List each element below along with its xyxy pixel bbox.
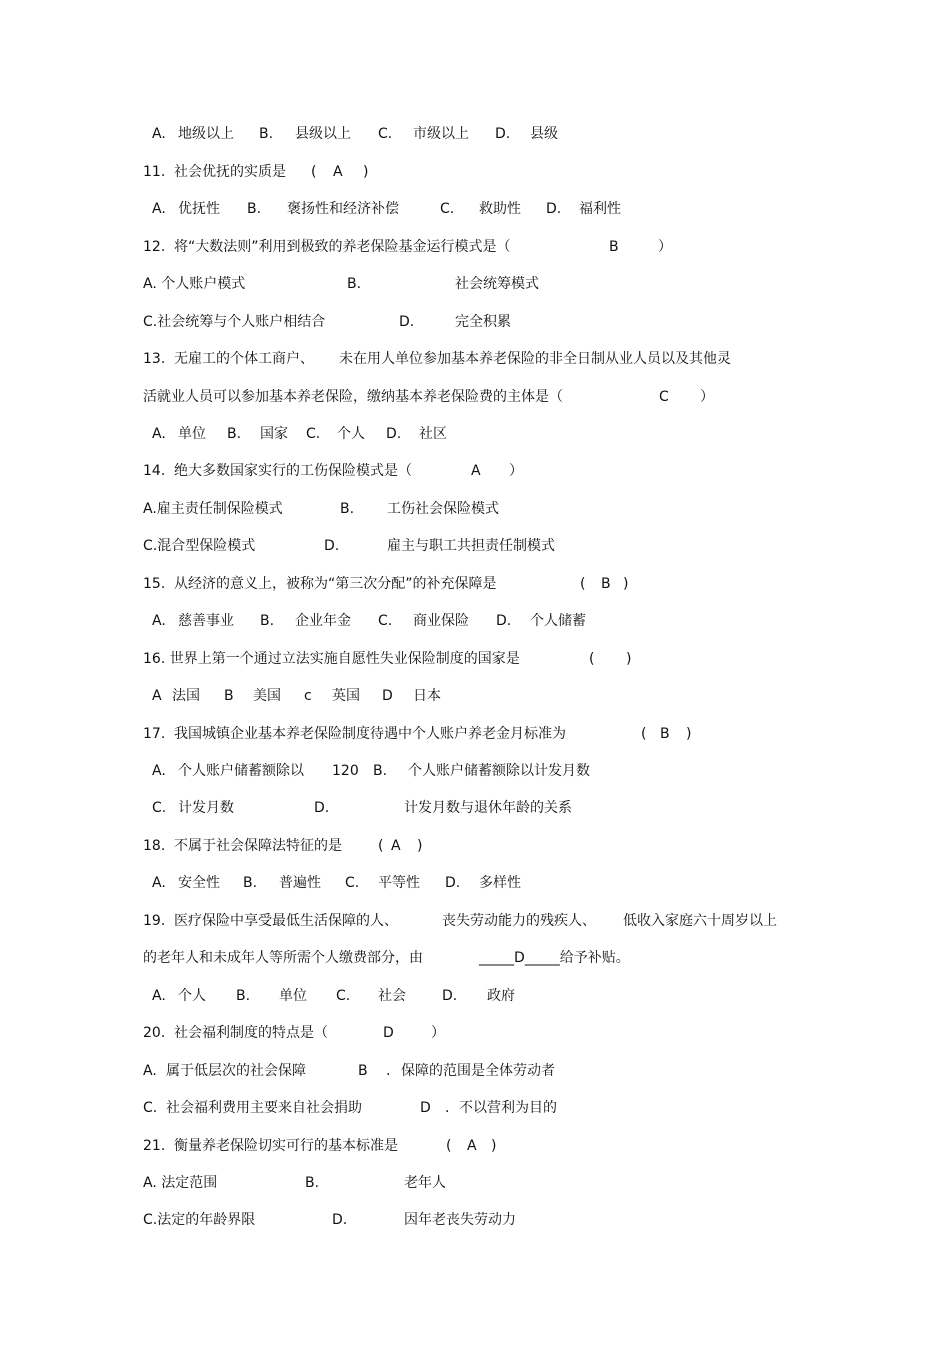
option-letter: B. [247, 201, 262, 217]
question-number: 18. [143, 838, 166, 854]
option-letter: B. [305, 1175, 320, 1191]
option-text: 多样性 [479, 875, 521, 891]
option-letter: C. [345, 875, 360, 891]
option-text: 政府 [487, 988, 515, 1004]
option-letter: C. [306, 426, 321, 442]
option-text: 福利性 [579, 201, 621, 217]
question-text: 衡量养老保险切实可行的基本标准是 [174, 1138, 398, 1154]
option-text: A.雇主责任制保险模式 [143, 501, 283, 517]
option-letter: D. [496, 613, 512, 629]
option-text: 不以营利为目的 [459, 1100, 557, 1116]
option-text: 个人账户储蓄额除以计发月数 [408, 763, 590, 779]
question-number: 12. [143, 239, 166, 255]
option-letter: C. [336, 988, 351, 1004]
option-letter: C. [440, 201, 455, 217]
option-text: 计发月数 [178, 800, 234, 816]
option-letter: A. [152, 201, 166, 217]
option-text: C.法定的年龄界限 [143, 1212, 256, 1228]
option-text: 雇主与职工共担责任制模式 [387, 538, 555, 554]
question-number: 11. [143, 164, 166, 180]
option-letter: C. [378, 613, 393, 629]
option-text: 法国 [172, 688, 200, 704]
question-number: 19. [143, 913, 166, 929]
paren-open: ( [589, 651, 595, 667]
option-text: 个人 [337, 426, 365, 442]
option-text: 社会福利费用主要来自社会捐助 [166, 1100, 362, 1116]
option-text: A. 个人账户模式 [143, 276, 246, 292]
option-text: 慈善事业 [178, 613, 234, 629]
option-text: 计发月数与退休年龄的关系 [404, 800, 572, 816]
question-text: 社会福利制度的特点是（ [174, 1025, 328, 1041]
answer-blank: _____D_____给予补贴。 [479, 950, 630, 966]
option-letter: A. [152, 426, 166, 442]
option-letter: D. [445, 875, 461, 891]
option-letter: D. [546, 201, 562, 217]
question-text: 活就业人员可以参加基本养老保险，缴纳基本养老保险费的主体是（ [143, 389, 563, 405]
option-letter: B [358, 1063, 368, 1079]
question-text: 的老年人和未成年人等所需个人缴费部分，由 [143, 950, 423, 966]
option-letter: C. [378, 126, 393, 142]
option-letter: D [382, 688, 393, 704]
paren-close: ） [700, 389, 714, 405]
option-text: 单位 [279, 988, 307, 1004]
option-letter: B. [260, 613, 275, 629]
paren-close: ） [431, 1025, 445, 1041]
option-letter: A. [152, 613, 166, 629]
option-text: A. 法定范围 [143, 1175, 218, 1191]
question-number: 17. [143, 726, 166, 742]
answer: B [601, 576, 611, 592]
option-text: 企业年金 [295, 613, 351, 629]
option-text: 个人账户储蓄额除以 [178, 763, 304, 779]
option-letter: D. [399, 314, 415, 330]
option-text: 优抚性 [178, 201, 220, 217]
option-letter: B. [259, 126, 274, 142]
option-text: 英国 [332, 688, 360, 704]
option-letter: B. [340, 501, 355, 517]
paren-open: ( [580, 576, 586, 592]
option-text: 属于低层次的社会保障 [166, 1063, 306, 1079]
question-text: 未在用人单位参加基本养老保险的非全日制从业人员以及其他灵 [339, 351, 731, 367]
question-number: 21. [143, 1138, 166, 1154]
separator-dot: . [386, 1063, 391, 1079]
paren-close: ) [623, 576, 629, 592]
paren-close: ） [658, 239, 672, 255]
option-text: 国家 [260, 426, 288, 442]
option-text: C.混合型保险模式 [143, 538, 256, 554]
option-text: 商业保险 [413, 613, 469, 629]
answer: A [467, 1138, 477, 1154]
option-letter: A. [152, 875, 166, 891]
option-letter: B. [236, 988, 251, 1004]
option-text: 平等性 [378, 875, 420, 891]
option-text: 社区 [419, 426, 447, 442]
option-letter: D. [324, 538, 340, 554]
answer: A [333, 164, 343, 180]
option-letter: A. [152, 126, 166, 142]
option-text: 单位 [178, 426, 206, 442]
option-text: 日本 [413, 688, 441, 704]
option-letter: A. [152, 988, 166, 1004]
question-number: 15. [143, 576, 166, 592]
question-text: 将“大数法则”利用到极致的养老保险基金运行模式是（ [174, 239, 511, 255]
option-text: 因年老丧失劳动力 [404, 1212, 516, 1228]
question-text: 我国城镇企业基本养老保险制度待遇中个人账户养老金月标准为 [174, 726, 566, 742]
paren-open: ( [641, 726, 647, 742]
option-text: 褒扬性和经济补偿 [287, 201, 399, 217]
question-number: 14. [143, 463, 166, 479]
option-letter: c [304, 688, 312, 704]
answer: A [471, 463, 481, 479]
question-text: 低收入家庭六十周岁以上 [623, 913, 777, 929]
option-letter: D. [495, 126, 511, 142]
option-letter: A [152, 688, 162, 704]
option-letter: D [420, 1100, 431, 1116]
paren-open: ( [311, 164, 317, 180]
option-letter: A. [143, 1063, 157, 1079]
option-text: 个人储蓄 [530, 613, 586, 629]
answer: B [660, 726, 670, 742]
option-letter: D. [332, 1212, 348, 1228]
option-text: 完全积累 [455, 314, 511, 330]
paren-close: ) [417, 838, 423, 854]
option-letter: C. [152, 800, 167, 816]
option-text: 老年人 [404, 1175, 446, 1191]
option-text: 社会统筹模式 [455, 276, 539, 292]
question-number: 13. [143, 351, 166, 367]
option-text: 社会 [378, 988, 406, 1004]
paren-close: ） [509, 463, 523, 479]
answer: C [659, 389, 669, 405]
paren-close: ) [491, 1138, 497, 1154]
option-text: 县级 [530, 126, 558, 142]
question-text: 从经济的意义上，被称为“第三次分配”的补充保障是 [174, 576, 497, 592]
option-letter: B [224, 688, 234, 704]
option-text: 保障的范围是全体劳动者 [401, 1063, 555, 1079]
option-letter: B. [243, 875, 258, 891]
option-letter: C. [143, 1100, 158, 1116]
option-letter: B. [227, 426, 242, 442]
answer: A [391, 838, 401, 854]
paren-close: ) [626, 651, 632, 667]
question-text: 不属于社会保障法特征的是 [174, 838, 342, 854]
question-text: 丧失劳动能力的残疾人、 [442, 913, 596, 929]
paren-close: ) [363, 164, 369, 180]
option-letter: D. [442, 988, 458, 1004]
answer: B [609, 239, 619, 255]
option-letter: A. [152, 763, 166, 779]
option-letter: D. [314, 800, 330, 816]
option-text: 普遍性 [279, 875, 321, 891]
paren-close: ) [686, 726, 692, 742]
option-text: 地级以上 [178, 126, 234, 142]
option-text: 120 [332, 763, 359, 779]
option-text: 市级以上 [413, 126, 469, 142]
option-letter: D. [386, 426, 402, 442]
option-text: 美国 [253, 688, 281, 704]
question-text: 社会优抚的实质是 [174, 164, 286, 180]
answer: D [383, 1025, 394, 1041]
option-letter: B. [347, 276, 362, 292]
separator-dot: . [445, 1100, 450, 1116]
option-text: 救助性 [479, 201, 521, 217]
paren-open: ( [446, 1138, 452, 1154]
option-text: 工伤社会保险模式 [387, 501, 499, 517]
option-letter: B. [373, 763, 388, 779]
question-text: 无雇工的个体工商户、 [174, 351, 314, 367]
paren-open: ( [378, 838, 384, 854]
option-text: 个人 [178, 988, 206, 1004]
option-text: 安全性 [178, 875, 220, 891]
option-text: 县级以上 [295, 126, 351, 142]
question-text: 绝大多数国家实行的工伤保险模式是（ [174, 463, 412, 479]
question-number: 20. [143, 1025, 166, 1041]
question-text: 16. 世界上第一个通过立法实施自愿性失业保险制度的国家是 [143, 651, 520, 667]
question-text: 医疗保险中享受最低生活保障的人、 [174, 913, 398, 929]
option-text: C.社会统筹与个人账户相结合 [143, 314, 326, 330]
